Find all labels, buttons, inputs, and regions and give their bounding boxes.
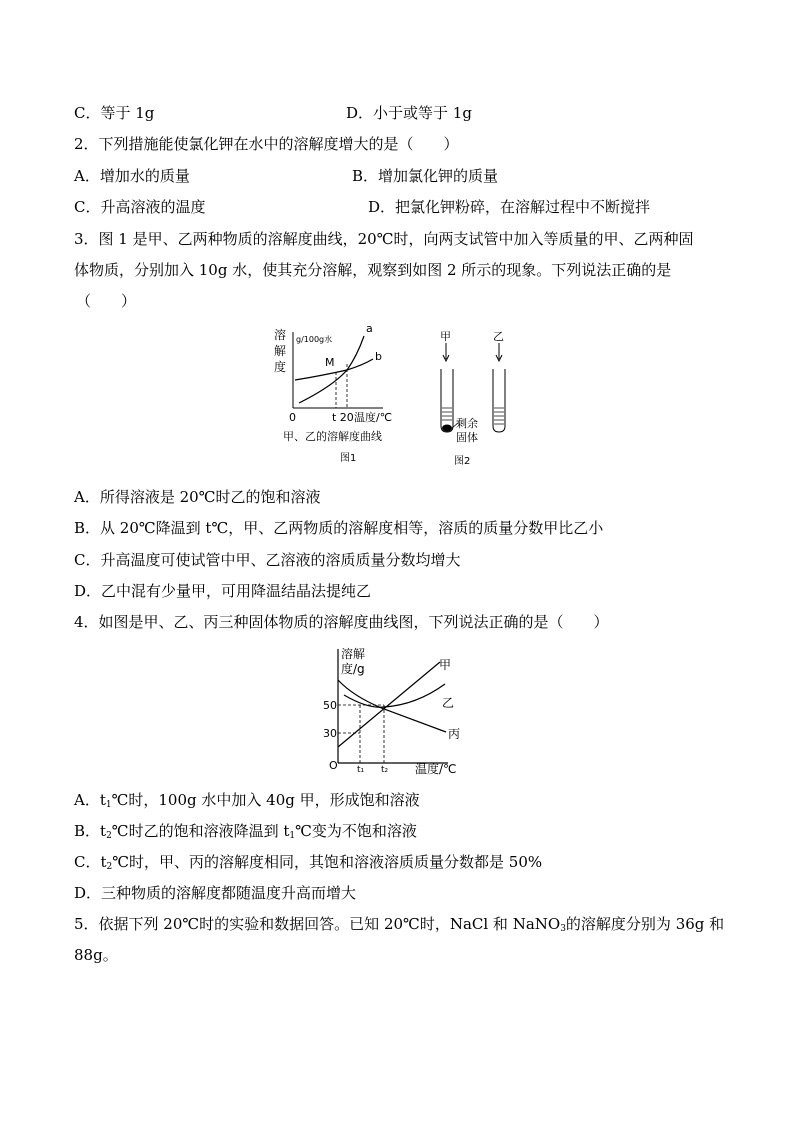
q4-option-b: B．$t_2℃$时乙的饱和溶液降温到 $t_1℃$变为不饱和溶液 — [74, 822, 417, 841]
q5-stem-line1: 5．依据下列 20℃时的实验和数据回答。已知 20℃时，NaCl 和 NaNO$_3$的溶解度分别为 36g 和 — [74, 915, 725, 934]
fig2-tube1 — [441, 369, 453, 432]
q3-option-a: A．所得溶液是 20℃时乙的饱和溶液 — [74, 488, 321, 506]
q4-ylabel-1: 溶解 — [341, 647, 366, 661]
fig1-origin: 0 — [289, 411, 296, 424]
q1-option-d: D．小于或等于 1g — [346, 104, 472, 122]
fig2-solid-residue — [442, 425, 452, 432]
fig2-label: 图2 — [454, 456, 471, 467]
fig1-point-m: M — [325, 356, 335, 369]
q4-option-c: C．$t_2℃$时，甲、丙的溶解度相同，其饱和溶液溶质质量分数都是 50% — [74, 853, 543, 872]
q2-option-d: D．把氯化钾粉碎，在溶解过程中不断搅拌 — [368, 198, 651, 216]
fig2-tube1-liquid — [442, 408, 452, 420]
q3-stem-line2: 体物质，分别加入 10g 水，使其充分溶解，观察到如图 2 所示的现象。下列说法正确的是 — [74, 261, 672, 279]
q2-option-b: B．增加氯化钾的质量 — [352, 167, 499, 185]
q4-solubility-chart — [318, 645, 478, 775]
q4-ytick-30: 30 — [323, 727, 337, 740]
q3-option-d: D．乙中混有少量甲，可用降温结晶法提纯乙 — [74, 582, 372, 600]
q4-curve-yi-label: 乙 — [442, 696, 455, 710]
fig2-tube2 — [493, 369, 505, 432]
fig2-tube2-label: 乙 — [493, 330, 504, 343]
q4-curve-yi — [344, 684, 445, 707]
fig1-unit: g/100g水 — [296, 335, 333, 344]
fig1-xlabel: 温度/℃ — [354, 411, 393, 424]
q4-origin: O — [329, 759, 338, 772]
fig1-curve-a-label: a — [366, 322, 373, 335]
q4-stem: 4．如图是甲、乙、丙三种固体物质的溶解度曲线图，下列说法正确的是（ ） — [74, 613, 609, 631]
fig1-curve-b-label: b — [375, 350, 382, 363]
fig1-curve-a — [299, 336, 364, 403]
q4-xlabel: 温度/℃ — [415, 762, 457, 775]
fig1-xtick: t 20 — [332, 411, 354, 424]
q2-stem: 2．下列措施能使氯化钾在水中的溶解度增大的是（ ） — [74, 135, 459, 153]
q4-xtick-t1: t₁ — [357, 765, 365, 775]
q3-figure1-solubility-chart — [265, 318, 425, 468]
fig2-residue-label1: 剩余 — [456, 417, 478, 430]
q4-xtick-t2: t₂ — [381, 765, 389, 775]
fig1-ylabel-1: 溶 — [274, 328, 287, 342]
q1-option-c: C．等于 1g — [74, 104, 155, 122]
q5-stem-line2: 88g。 — [74, 946, 118, 964]
q4-option-a: A．$t_1℃$时，100g 水中加入 40g 甲，形成饱和溶液 — [74, 791, 420, 810]
fig1-ylabel-3: 度 — [274, 360, 287, 374]
q4-ytick-50: 50 — [323, 699, 337, 712]
q4-ylabel-2: 度/g — [341, 662, 365, 676]
q2-option-a: A．增加水的质量 — [74, 167, 190, 185]
fig2-residue-label2: 固体 — [456, 431, 478, 444]
q4-curve-jia-label: 甲 — [439, 658, 452, 672]
fig1-ylabel-2: 解 — [274, 344, 287, 358]
q2-option-c: C．升高溶液的温度 — [74, 198, 206, 216]
fig1-label: 图1 — [340, 453, 357, 464]
fig2-tube2-liquid — [494, 408, 504, 424]
q3-option-b: B．从 20℃降温到 t℃，甲、乙两物质的溶解度相等，溶质的质量分数甲比乙小 — [74, 519, 604, 537]
q3-figure2-test-tubes — [426, 328, 526, 473]
q4-option-d: D．三种物质的溶解度都随温度升高而增大 — [74, 884, 357, 902]
q4-curve-bing-label: 丙 — [448, 727, 461, 741]
fig1-caption: 甲、乙的溶解度曲线 — [283, 430, 382, 443]
q3-stem-line1: 3．图 1 是甲、乙两种物质的溶解度曲线，20℃时，向两支试管中加入等质量的甲、乙两种固 — [74, 230, 694, 248]
q3-stem-line3: （ ） — [76, 292, 137, 310]
q3-option-c: C．升高温度可使试管中甲、乙溶液的溶质质量分数均增大 — [74, 551, 461, 569]
fig2-tube1-label: 甲 — [440, 330, 451, 343]
